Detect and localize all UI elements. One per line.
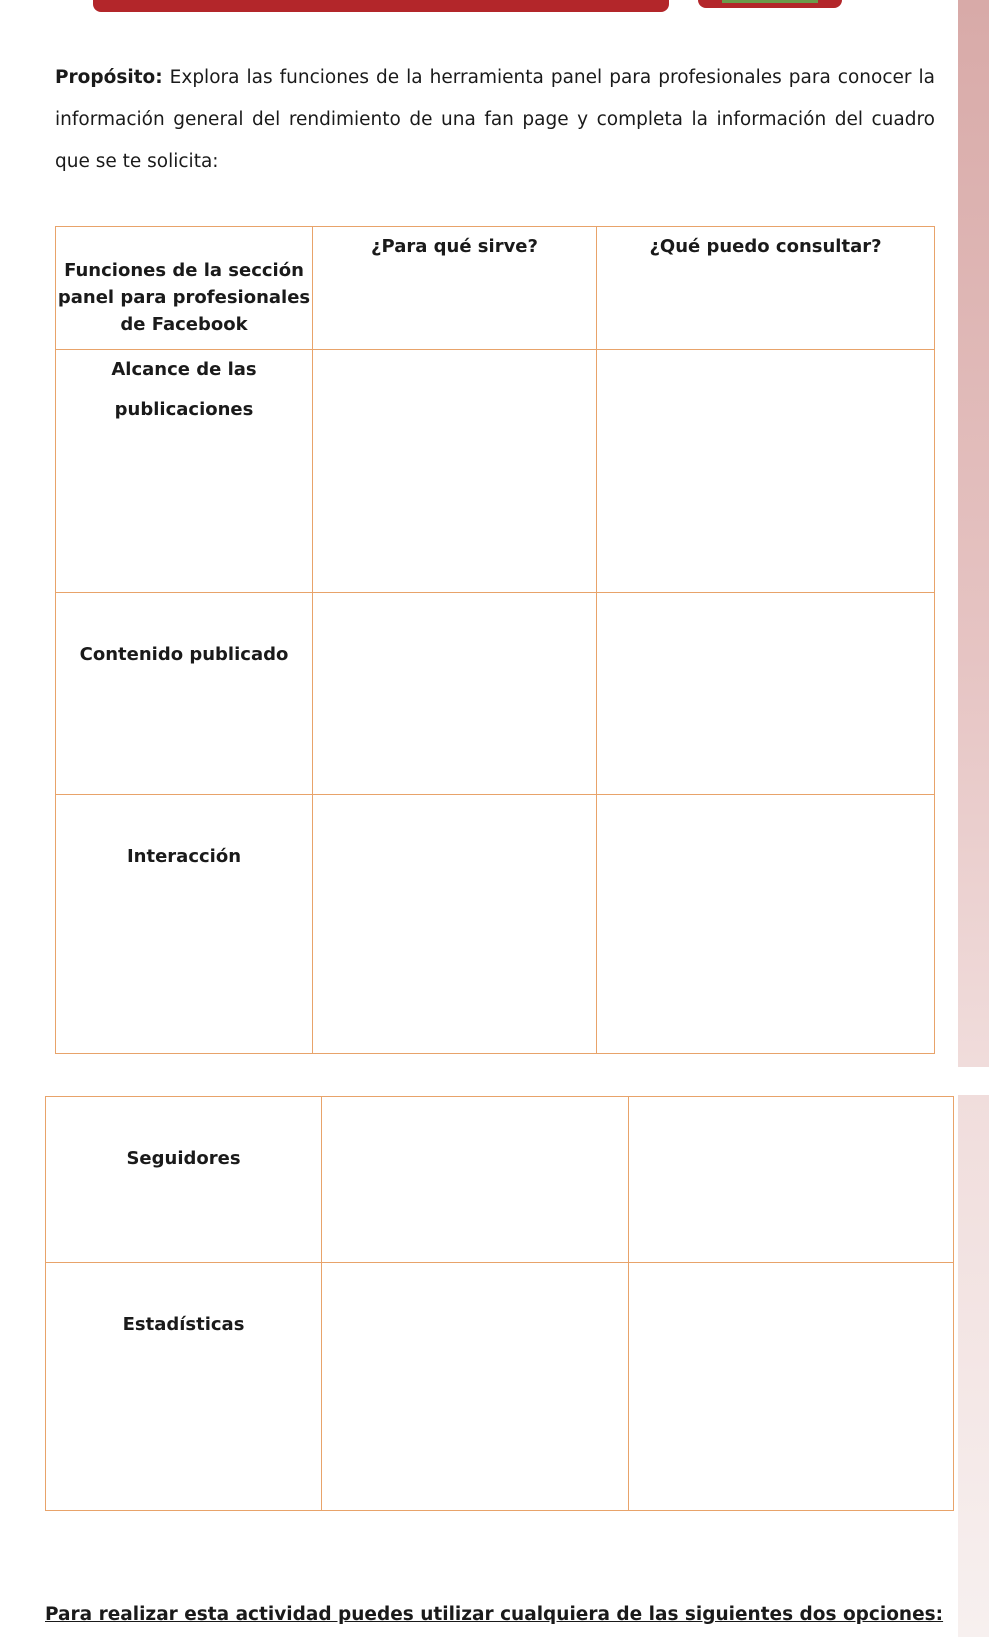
answer-cell-consult[interactable] xyxy=(629,1263,954,1511)
page-edge-shadow xyxy=(958,0,989,1637)
functions-table-continued xyxy=(45,1096,954,1511)
row-label-contenido: Contenido publicado xyxy=(56,593,313,795)
table-row xyxy=(46,1097,954,1263)
row-label-alcance: Alcance de las publicaciones xyxy=(56,350,313,593)
table-row xyxy=(56,795,935,1054)
answer-cell-purpose[interactable] xyxy=(322,1097,629,1263)
table-row xyxy=(46,1263,954,1511)
page-break xyxy=(0,1067,989,1095)
table-header-row xyxy=(56,227,935,350)
row-label-seguidores: Seguidores xyxy=(46,1097,322,1263)
answer-cell-purpose[interactable] xyxy=(313,795,597,1054)
answer-cell-purpose[interactable] xyxy=(322,1263,629,1511)
purpose-label: Propósito: xyxy=(55,66,163,88)
functions-table xyxy=(55,226,935,1054)
answer-cell-consult[interactable] xyxy=(597,350,935,593)
purpose-paragraph xyxy=(55,57,935,183)
purpose-text: Explora las funciones de la herramienta panel para profesionales para conocer la información general del rendimiento de una fan page y completa la información del cuadro que se te solicita: xyxy=(55,66,935,172)
table-row xyxy=(56,593,935,795)
header-banner-red xyxy=(93,0,669,12)
header-consult: ¿Qué puedo consultar? xyxy=(597,227,935,350)
instructions-note: Para realizar esta actividad puedes utilizar cualquiera de las siguientes dos opciones: xyxy=(45,1604,944,1625)
row-label-estadisticas: Estadísticas xyxy=(46,1263,322,1511)
answer-cell-purpose[interactable] xyxy=(313,350,597,593)
header-purpose: ¿Para qué sirve? xyxy=(313,227,597,350)
header-banner-small xyxy=(698,0,842,8)
answer-cell-consult[interactable] xyxy=(597,593,935,795)
table-row xyxy=(56,350,935,593)
answer-cell-consult[interactable] xyxy=(629,1097,954,1263)
row-label-interaccion: Interacción xyxy=(56,795,313,1054)
answer-cell-consult[interactable] xyxy=(597,795,935,1054)
answer-cell-purpose[interactable] xyxy=(313,593,597,795)
header-functions: Funciones de la sección panel para profesionales de Facebook xyxy=(56,227,313,350)
